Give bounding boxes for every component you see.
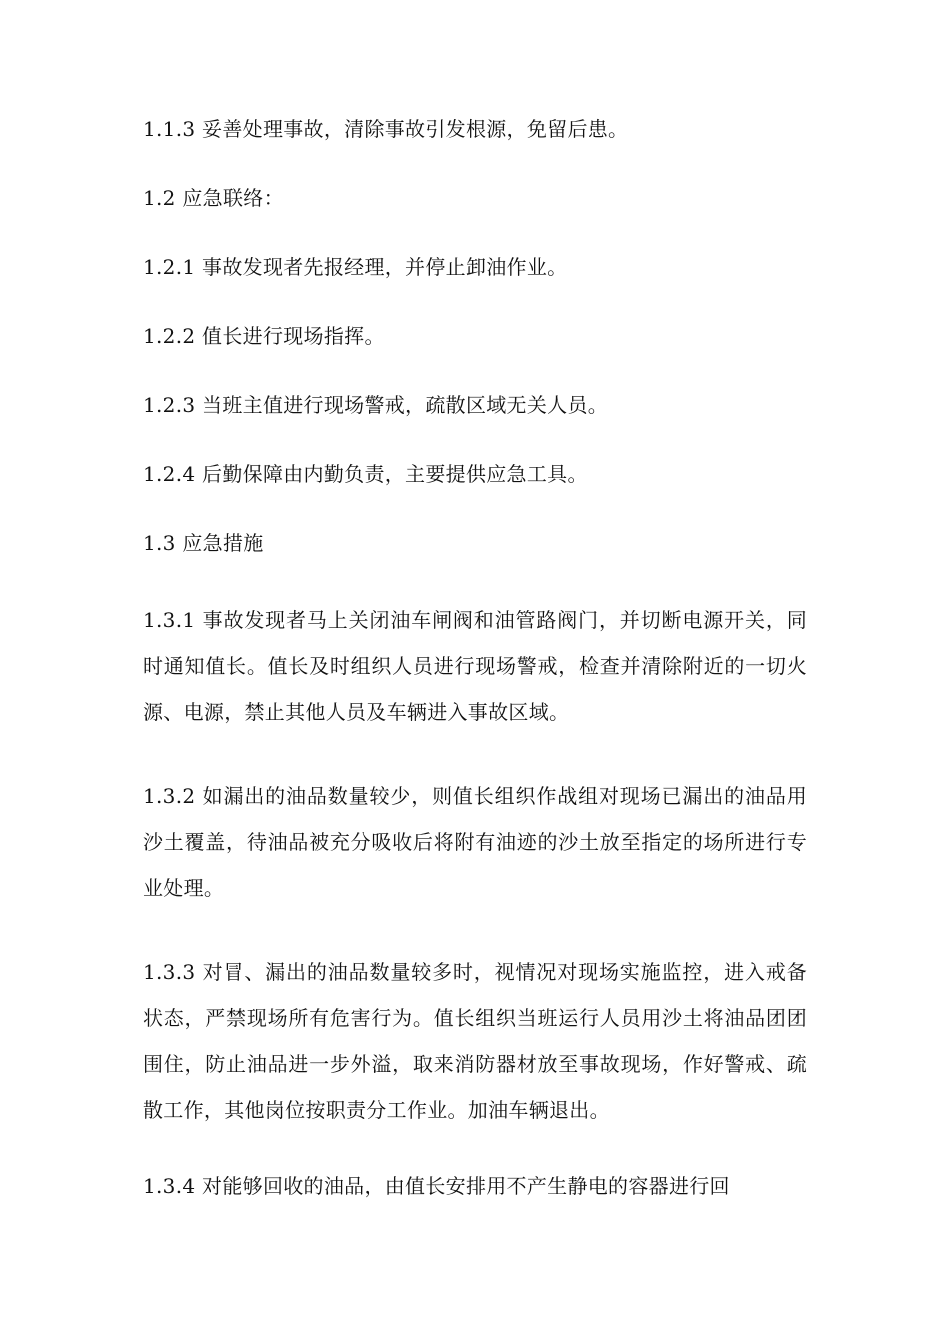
paragraph-1-2-3: 1.2.3 当班主值进行现场警戒，疏散区域无关人员。 [143, 393, 609, 417]
paragraph-1-3-3: 1.3.3 对冒、漏出的油品数量较多时，视情况对现场实施监控，进入戒备状态，严禁现场所有危害行为。值长组织当班运行人员用沙土将油品团团围住，防止油品进一步外溢，取来消防器材放至事故现场，作好警戒、疏散工作，其他岗位按职责分工作业。加油车辆退出。 [143, 960, 807, 1122]
document-body [143, 114, 807, 1240]
heading-1-2: 1.2 应急联络： [143, 186, 284, 210]
paragraph-1-2-4: 1.2.4 后勤保障由内勤负责，主要提供应急工具。 [143, 462, 588, 486]
paragraph-1-3-2: 1.3.2 如漏出的油品数量较少，则值长组织作战组对现场已漏出的油品用沙土覆盖，待油品被充分吸收后将附有油迹的沙土放至指定的场所进行专业处理。 [143, 784, 807, 900]
paragraph-1-2-1: 1.2.1 事故发现者先报经理，并停止卸油作业。 [143, 255, 568, 279]
paragraph-1-3-1: 1.3.1 事故发现者马上关闭油车闸阀和油管路阀门，并切断电源开关，同时通知值长。值长及时组织人员进行现场警戒，检查并清除附近的一切火源、电源，禁止其他人员及车辆进入事故区域。 [143, 608, 807, 724]
heading-1-3: 1.3 应急措施 [143, 531, 264, 555]
paragraph-1-3-4: 1.3.4 对能够回收的油品，由值长安排用不产生静电的容器进行回 [143, 1174, 730, 1198]
paragraph-1-2-2: 1.2.2 值长进行现场指挥。 [143, 324, 385, 348]
paragraph-1-1-3: 1.1.3 妥善处理事故，清除事故引发根源，免留后患。 [143, 117, 629, 141]
